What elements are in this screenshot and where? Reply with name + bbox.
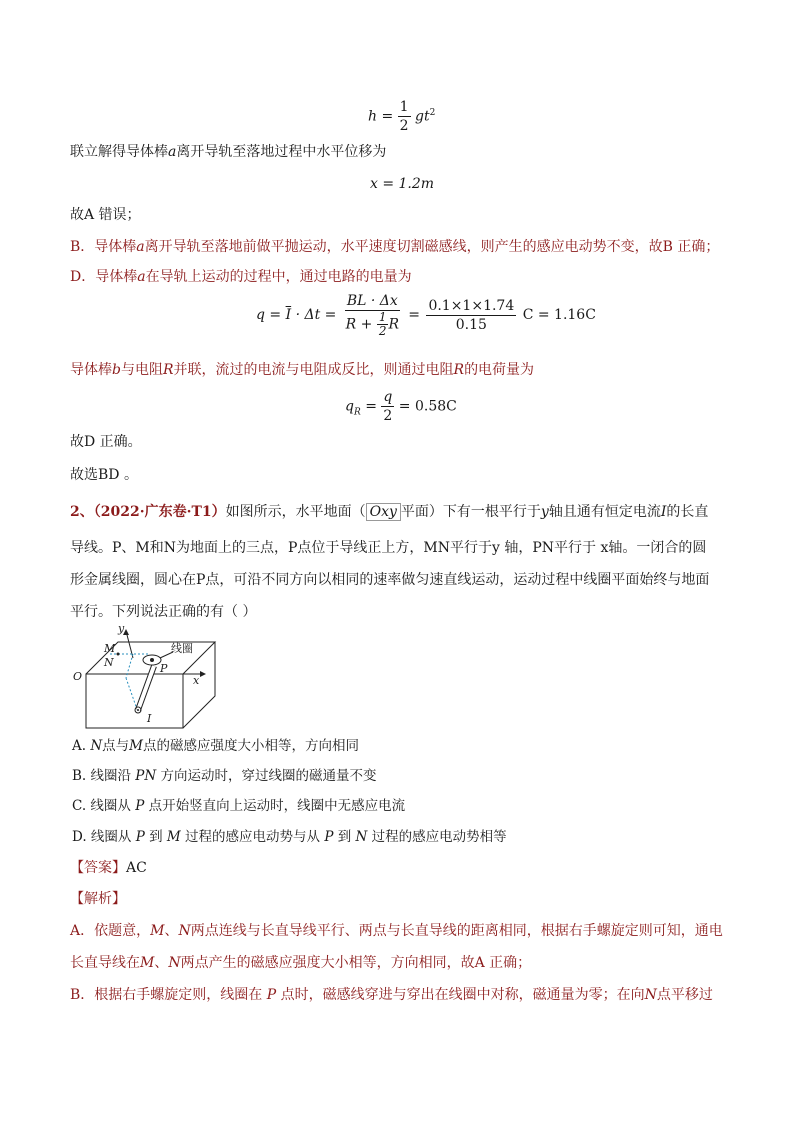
text: D. 线圈从 bbox=[72, 829, 136, 845]
text: R bbox=[388, 316, 399, 333]
fraction-numerator: 0.1×1×1.74 bbox=[428, 297, 515, 314]
variable: N bbox=[178, 923, 191, 939]
equation-charge: $q = \overline{I} \cdot \Delta t$ = BL · Δx R + $\frac{1}{2}$ R = $\frac{0.1\times 1\times 1.74}{0.15}$ C = 1.16C bbox=[256, 293, 596, 338]
answer bbox=[70, 858, 147, 878]
label-x-axis: x bbox=[193, 674, 200, 687]
label-point-p: P bbox=[160, 662, 168, 675]
text: 如图所示，水平地面（ bbox=[225, 504, 366, 520]
answer-label: 【答案】 bbox=[70, 860, 126, 876]
label-current-i: I bbox=[147, 712, 152, 725]
eq-result: C = 1.16C bbox=[522, 307, 596, 323]
variable: P bbox=[135, 798, 145, 814]
text: 、 bbox=[154, 955, 169, 971]
label-coil: 线圈 bbox=[171, 642, 193, 655]
variable: b bbox=[112, 362, 121, 378]
eq-subscript: R bbox=[353, 407, 361, 418]
text: 方向运动时，穿过线圈的磁通量不变 bbox=[156, 768, 377, 784]
equation-free-fall bbox=[368, 98, 435, 135]
variable: M bbox=[140, 955, 155, 971]
text: 过程的感应电动势相等 bbox=[367, 829, 507, 845]
question-2-line-2: 导线。P、M和N为地面上的三点，P点位于导线正上方，MN平行于y 轴，PN平行于 x轴。一闭合的圆 bbox=[70, 540, 707, 556]
variable: I bbox=[660, 504, 667, 520]
text: 点与 bbox=[102, 738, 130, 754]
fraction-numerator: BL · Δx bbox=[346, 293, 398, 309]
analysis-line-1 bbox=[70, 921, 723, 941]
text: 导体棒 bbox=[70, 362, 112, 378]
variable: N bbox=[644, 987, 657, 1003]
variable: M bbox=[166, 829, 181, 845]
text: 联立解得导体棒 bbox=[70, 144, 168, 160]
text: 两点产生的磁感应强度大小相等，方向相同，故A 正确； bbox=[180, 955, 532, 971]
text: 并联，流过的电流与电阻成反比，则通过电阻 bbox=[173, 362, 454, 378]
text: 点的磁感应强度大小相等，方向相同 bbox=[142, 738, 359, 754]
text: B．导体棒 bbox=[70, 239, 137, 255]
text: 到 bbox=[333, 829, 356, 845]
equation-charge-resistor bbox=[345, 388, 457, 425]
label-point-n: N bbox=[104, 656, 114, 669]
question-figure bbox=[68, 622, 218, 730]
text: 、 bbox=[164, 923, 179, 939]
variable: M bbox=[129, 738, 143, 754]
variable: y bbox=[540, 504, 549, 520]
eq-var: h bbox=[368, 108, 378, 125]
question-2-line-3: 形金属线圈，圆心在P点，可沿不同方向以相同的速率做匀速直线运动，运动过程中线圈平面始终与地面 bbox=[70, 572, 710, 588]
fraction-denominator bbox=[345, 311, 400, 338]
fraction-denominator: 2 bbox=[399, 118, 409, 134]
label-y-axis: y bbox=[118, 622, 125, 635]
text: 与电阻 bbox=[120, 362, 163, 378]
variable: a bbox=[168, 144, 177, 160]
question-source: （2022·广东卷·T1） bbox=[93, 504, 226, 520]
fraction-numerator: q bbox=[383, 389, 393, 405]
variable: PN bbox=[135, 768, 157, 784]
analysis-label: 【解析】 bbox=[70, 891, 126, 907]
variable: R bbox=[162, 362, 174, 378]
fraction-numerator: 1 bbox=[399, 99, 409, 115]
analysis-line-2 bbox=[70, 953, 531, 973]
fraction bbox=[398, 98, 411, 135]
eq-var: q bbox=[345, 398, 354, 415]
fraction bbox=[377, 311, 389, 338]
option-c bbox=[72, 796, 405, 816]
text: 平面）下有一根平行于 bbox=[400, 504, 541, 520]
paragraph bbox=[70, 142, 386, 162]
text: 的长直 bbox=[666, 504, 709, 520]
text: A．依题意， bbox=[70, 923, 151, 939]
eq-exponent: 2 bbox=[429, 107, 436, 118]
text: 到 bbox=[144, 829, 167, 845]
option-d bbox=[72, 827, 507, 847]
eq-sign: = bbox=[360, 398, 382, 415]
variable: N bbox=[90, 738, 103, 754]
paragraph bbox=[70, 237, 719, 257]
paragraph: 故选BD 。 bbox=[70, 467, 138, 483]
fraction-denominator: 2 bbox=[383, 408, 393, 424]
fraction-denominator: 2 bbox=[378, 324, 387, 338]
variable: N bbox=[168, 955, 181, 971]
equation-displacement: x = 1.2m bbox=[370, 176, 435, 192]
variable: P bbox=[266, 987, 277, 1003]
text: 在导轨上运动的过程中，通过电路的电量为 bbox=[145, 269, 412, 285]
option-b bbox=[72, 766, 377, 786]
paragraph: 故D 正确。 bbox=[70, 434, 142, 450]
text: 点时，磁感线穿进与穿出在线圈中对称，磁通量为零；在向 bbox=[276, 987, 645, 1003]
question-2-line-4: 平行。下列说法正确的有（ ） bbox=[70, 604, 257, 620]
variable: P bbox=[135, 829, 145, 845]
text: C. 线圈从 bbox=[72, 798, 136, 814]
variable: P bbox=[324, 829, 334, 845]
label-origin: O bbox=[73, 670, 83, 683]
question-number: 2、 bbox=[70, 504, 94, 520]
text: 两点连线与长直导线平行、两点与长直导线的距离相同，根据右手螺旋定则可知，通电 bbox=[190, 923, 723, 939]
text: A. bbox=[72, 738, 91, 754]
eq-sign: = bbox=[381, 108, 394, 125]
variable: a bbox=[136, 239, 145, 255]
paragraph: 故A 错误； bbox=[70, 207, 141, 223]
question-2-line-1 bbox=[70, 502, 708, 522]
fraction bbox=[426, 297, 516, 334]
text: 长直导线在 bbox=[70, 955, 140, 971]
eq-var: q = bbox=[256, 307, 286, 323]
answer-value: AC bbox=[126, 860, 147, 876]
analysis-line-3 bbox=[70, 985, 713, 1005]
variable: N bbox=[355, 829, 368, 845]
text: B．根据右手螺旋定则，线圈在 bbox=[70, 987, 267, 1003]
eq-term: gt bbox=[415, 108, 430, 125]
fraction-denominator: 0.15 bbox=[455, 316, 487, 333]
label-point-m: M bbox=[104, 642, 116, 655]
variable: a bbox=[137, 269, 146, 285]
fraction bbox=[381, 388, 394, 425]
eq-result: = 0.58C bbox=[394, 398, 457, 415]
text: 点平移过 bbox=[656, 987, 713, 1003]
text: D．导体棒 bbox=[70, 269, 138, 285]
option-a bbox=[72, 736, 359, 756]
text: 轴且通有恒定电流 bbox=[548, 504, 661, 520]
text: 点开始竖直向上运动时，线圈中无感应电流 bbox=[144, 798, 406, 814]
text: R + bbox=[345, 316, 377, 333]
variable: R bbox=[453, 362, 465, 378]
fraction bbox=[345, 292, 400, 338]
eq-term: · Δt = bbox=[291, 307, 341, 323]
math-box: Oxy bbox=[366, 503, 401, 521]
eq-mean-current: $\overline{I}$ bbox=[285, 307, 292, 323]
variable: M bbox=[150, 923, 165, 939]
text: 离开导轨至落地过程中水平位移为 bbox=[176, 144, 387, 160]
fraction-numerator: 1 bbox=[378, 310, 387, 324]
paragraph bbox=[70, 360, 534, 380]
paragraph bbox=[70, 267, 412, 287]
text: B. 线圈沿 bbox=[72, 768, 136, 784]
text: 的电荷量为 bbox=[464, 362, 535, 378]
text: 离开导轨至落地前做平抛运动，水平速度切割磁感线，则产生的感应电动势不变，故B 正确； bbox=[144, 239, 720, 255]
text: 过程的感应电动势与从 bbox=[180, 829, 325, 845]
